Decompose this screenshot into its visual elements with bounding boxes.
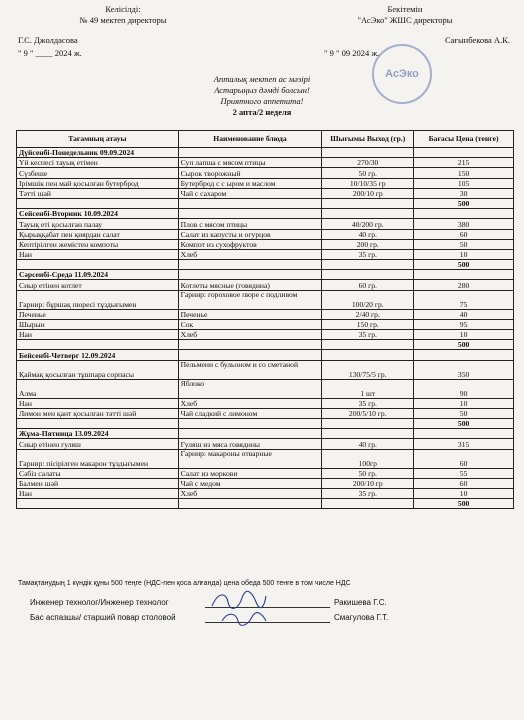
day-header-empty-cell [414,270,514,280]
total-empty-cell [178,198,322,208]
menu-title-block [0,74,524,118]
table-row [17,178,514,188]
table-row [17,249,514,259]
day-total-row [17,260,514,270]
dish-price: 315 [414,439,514,449]
dish-price: 40 [414,309,514,319]
dish-name-ru: Чай с сахаром [178,188,322,198]
total-empty-cell [17,418,179,428]
title-line-wish-kz: Астарыңыз дәмді болсын! [214,85,310,96]
day-header-row [17,350,514,360]
handwritten-signature [216,607,276,629]
table-row [17,219,514,229]
dish-yield: 1 шт [322,379,414,398]
dish-name-ru: Печенье [178,309,322,319]
dish-price: 215 [414,158,514,168]
dish-price: 10 [414,249,514,259]
total-empty-cell [322,340,414,350]
day-label: Бейсенбі-Четверг 12.09.2024 [17,350,179,360]
dish-name-ru: Пельмени с бульоном и со сметаной [178,360,322,379]
day-header-empty-cell [414,350,514,360]
approval-left-name: Г.С. Джолдасова [18,35,78,46]
dish-name-kz: Қырыққабат пен қиярдан салат [17,229,179,239]
dish-name-kz: Ірімшік пен май қосылған бутерброд [17,178,179,188]
table-row [17,188,514,198]
table-row [17,408,514,418]
signature-row [30,598,388,613]
day-total-row [17,418,514,428]
day-header-empty-cell [322,209,414,219]
dish-name-kz: Тауық еті қосылған палау [17,219,179,229]
signature-role: Инженер технолог/Инженер технолог [30,598,169,607]
dish-yield: 10/10/35 гр [322,178,414,188]
dish-price: 75 [414,290,514,309]
total-empty-cell [17,198,179,208]
dish-name-kz: Нан [17,398,179,408]
dish-yield: 130/75/5 гр. [322,360,414,379]
day-header-empty-cell [178,209,322,219]
day-total: 500 [414,340,514,350]
dish-name-ru: Сок [178,319,322,329]
dish-yield: 35 гр. [322,398,414,408]
day-total-row [17,499,514,509]
dish-name-kz: Үй кеспесі тауық етімен [17,158,179,168]
dish-price: 60 [414,229,514,239]
dish-name-kz: Гарнир: бұршақ пюресі тұздығымен [17,290,179,309]
header-yield: Шығымы Выход (гр.) [322,131,414,148]
price-note: Тамақтанудың 1 күндік құны 500 теңге (НДС-пен қоса алғанда) цена обеда 500 тенге в том числе НДС [18,580,351,587]
approval-left-date: " 9 " ____ 2024 ж. [18,47,82,58]
signature-name: Смагулова Г.Т. [334,613,389,622]
day-total: 500 [414,418,514,428]
dish-yield: 50 гр. [322,468,414,478]
total-empty-cell [178,260,322,270]
table-row [17,478,514,488]
dish-name-kz: Сиыр етінен гуляш [17,439,179,449]
day-total: 500 [414,499,514,509]
day-header-empty-cell [414,209,514,219]
dish-name-ru: Гарнир: гороховое пюре с подливом [178,290,322,309]
table-row [17,239,514,249]
day-header-empty-cell [178,148,322,158]
dish-price: 10 [414,398,514,408]
dish-price: 10 [414,488,514,498]
dish-name-kz: Гарнир: пісірілген макарон тұздығымен [17,449,179,468]
dish-yield: 100/20 гр. [322,290,414,309]
dish-name-kz: Сүзбеше [17,168,179,178]
dish-yield: 40 гр. [322,439,414,449]
day-header-empty-cell [414,429,514,439]
header-ru: Наименование блюда [178,131,322,148]
table-row [17,379,514,398]
day-label: Жұма-Пятница 13.09.2024 [17,429,179,439]
table-row [17,229,514,239]
dish-name-kz: Сәбіз салаты [17,468,179,478]
dish-name-ru: Бутерброд с с ыром и маслом [178,178,322,188]
dish-yield: 35 гр. [322,330,414,340]
dish-price: 60 [414,449,514,468]
dish-name-ru: Салат из капусты и огурцов [178,229,322,239]
dish-name-kz: Сиыр етінен котлет [17,280,179,290]
approval-right-date: " 9 " 09 2024 ж. [324,47,380,58]
dish-name-ru: Хлеб [178,488,322,498]
approval-right-position: "АсЭко" ЖШС директоры [357,14,453,25]
approval-left-position: № 49 мектеп директоры [79,14,167,25]
dish-price: 380 [414,219,514,229]
signature-role: Бас аспазшы/ старший повар столовой [30,613,176,622]
dish-yield: 100гр [322,449,414,468]
dish-yield: 150 гр. [322,319,414,329]
dish-yield: 40/200 гр. [322,219,414,229]
signature-row [30,613,388,628]
day-header-empty-cell [178,270,322,280]
day-header-row [17,429,514,439]
dish-price: 55 [414,468,514,478]
day-header-row [17,148,514,158]
dish-name-ru: Хлеб [178,249,322,259]
dish-name-kz: Алма [17,379,179,398]
total-empty-cell [322,418,414,428]
menu-table [16,130,514,509]
title-line-wish-ru: Приятного аппетита! [220,96,304,107]
dish-price: 60 [414,478,514,488]
dish-name-kz: Нан [17,249,179,259]
dish-price: 50 [414,408,514,418]
table-header-row [17,131,514,148]
dish-name-ru: Суп лапша с мясом птицы [178,158,322,168]
dish-name-kz: Қаймақ қосылған тұшпара сорпасы [17,360,179,379]
dish-price: 10 [414,330,514,340]
dish-price: 90 [414,379,514,398]
dish-yield: 2/40 гр. [322,309,414,319]
dish-yield: 50 гр. [322,168,414,178]
dish-yield: 35 гр. [322,488,414,498]
approval-right-heading: Бекітемін [387,4,423,14]
total-empty-cell [322,260,414,270]
dish-name-ru: Салат из моркови [178,468,322,478]
week-label: 2 апта/2 неделя [232,107,292,118]
dish-name-kz: Шырын [17,319,179,329]
day-total: 500 [414,198,514,208]
table-row [17,319,514,329]
day-header-row [17,270,514,280]
total-empty-cell [322,198,414,208]
dish-name-ru: Сырок творожный [178,168,322,178]
dish-name-kz: Кептірілген жемістен компоты [17,239,179,249]
dish-name-kz: Тәтті шәй [17,188,179,198]
dish-yield: 35 гр. [322,249,414,259]
day-header-empty-cell [322,350,414,360]
day-header-empty-cell [414,148,514,158]
dish-name-ru: Компот из сухофруктов [178,239,322,249]
header-kz: Тағамның атауы [17,131,179,148]
dish-price: 95 [414,319,514,329]
day-header-empty-cell [178,429,322,439]
company-stamp: АсЭко [372,44,432,104]
table-row [17,280,514,290]
approval-left-block [18,4,228,59]
dish-name-kz: Балмен шәй [17,478,179,488]
table-row [17,468,514,478]
day-header-row [17,209,514,219]
table-row [17,309,514,319]
dish-price: 30 [414,188,514,198]
dish-yield: 270/30 [322,158,414,168]
day-total-row [17,198,514,208]
table-row [17,439,514,449]
dish-name-kz: Лимон мен қант қосылған тәтті шәй [17,408,179,418]
total-empty-cell [178,340,322,350]
table-row [17,488,514,498]
total-empty-cell [17,499,179,509]
dish-name-kz: Нан [17,330,179,340]
day-label: Сәрсенбі-Среда 11.09.2024 [17,270,179,280]
total-empty-cell [322,499,414,509]
title-line-kz: Апталық мектеп ас мәзірі [213,74,311,84]
dish-price: 150 [414,168,514,178]
dish-name-ru: Яблоко [178,379,322,398]
dish-yield: 200/10 гр [322,478,414,488]
dish-yield: 40 гр. [322,229,414,239]
table-row [17,449,514,468]
table-row [17,398,514,408]
dish-price: 105 [414,178,514,188]
table-row [17,158,514,168]
dish-name-ru: Плов с мясом птицы [178,219,322,229]
signature-name: Ракишева Г.С. [334,598,387,607]
day-header-empty-cell [322,429,414,439]
approval-right-name: Сағынбекова А.К. [445,35,510,46]
dish-yield: 200 гр. [322,239,414,249]
header-price: Бағасы Цена (тенге) [414,131,514,148]
dish-price: 350 [414,360,514,379]
signatures-block [30,598,388,628]
total-empty-cell [17,260,179,270]
approval-left-heading: Келісілді: [105,4,141,14]
dish-price: 280 [414,280,514,290]
day-header-empty-cell [322,270,414,280]
table-row [17,360,514,379]
dish-name-ru: Хлеб [178,330,322,340]
day-label: Сейсенбі-Вторник 10.09.2024 [17,209,179,219]
menu-table-body [17,148,514,509]
dish-name-ru: Гуляш из мяса говядины [178,439,322,449]
day-header-empty-cell [322,148,414,158]
dish-yield: 60 гр. [322,280,414,290]
dish-name-ru: Гарнир: макароны отварные [178,449,322,468]
day-header-empty-cell [178,350,322,360]
day-total-row [17,340,514,350]
dish-price: 50 [414,239,514,249]
dish-name-ru: Котлеты мясные (говядина) [178,280,322,290]
total-empty-cell [17,340,179,350]
day-total: 500 [414,260,514,270]
dish-name-ru: Хлеб [178,398,322,408]
table-row [17,290,514,309]
day-label: Дүйсенбі-Понедельник 09.09.2024 [17,148,179,158]
total-empty-cell [178,499,322,509]
table-row [17,168,514,178]
total-empty-cell [178,418,322,428]
dish-yield: 200/10 гр [322,188,414,198]
dish-name-kz: Печенье [17,309,179,319]
dish-name-ru: Чай сладкий с лимоном [178,408,322,418]
dish-name-ru: Чай с медом [178,478,322,488]
dish-name-kz: Нан [17,488,179,498]
dish-yield: 200/5/10 гр. [322,408,414,418]
table-row [17,330,514,340]
